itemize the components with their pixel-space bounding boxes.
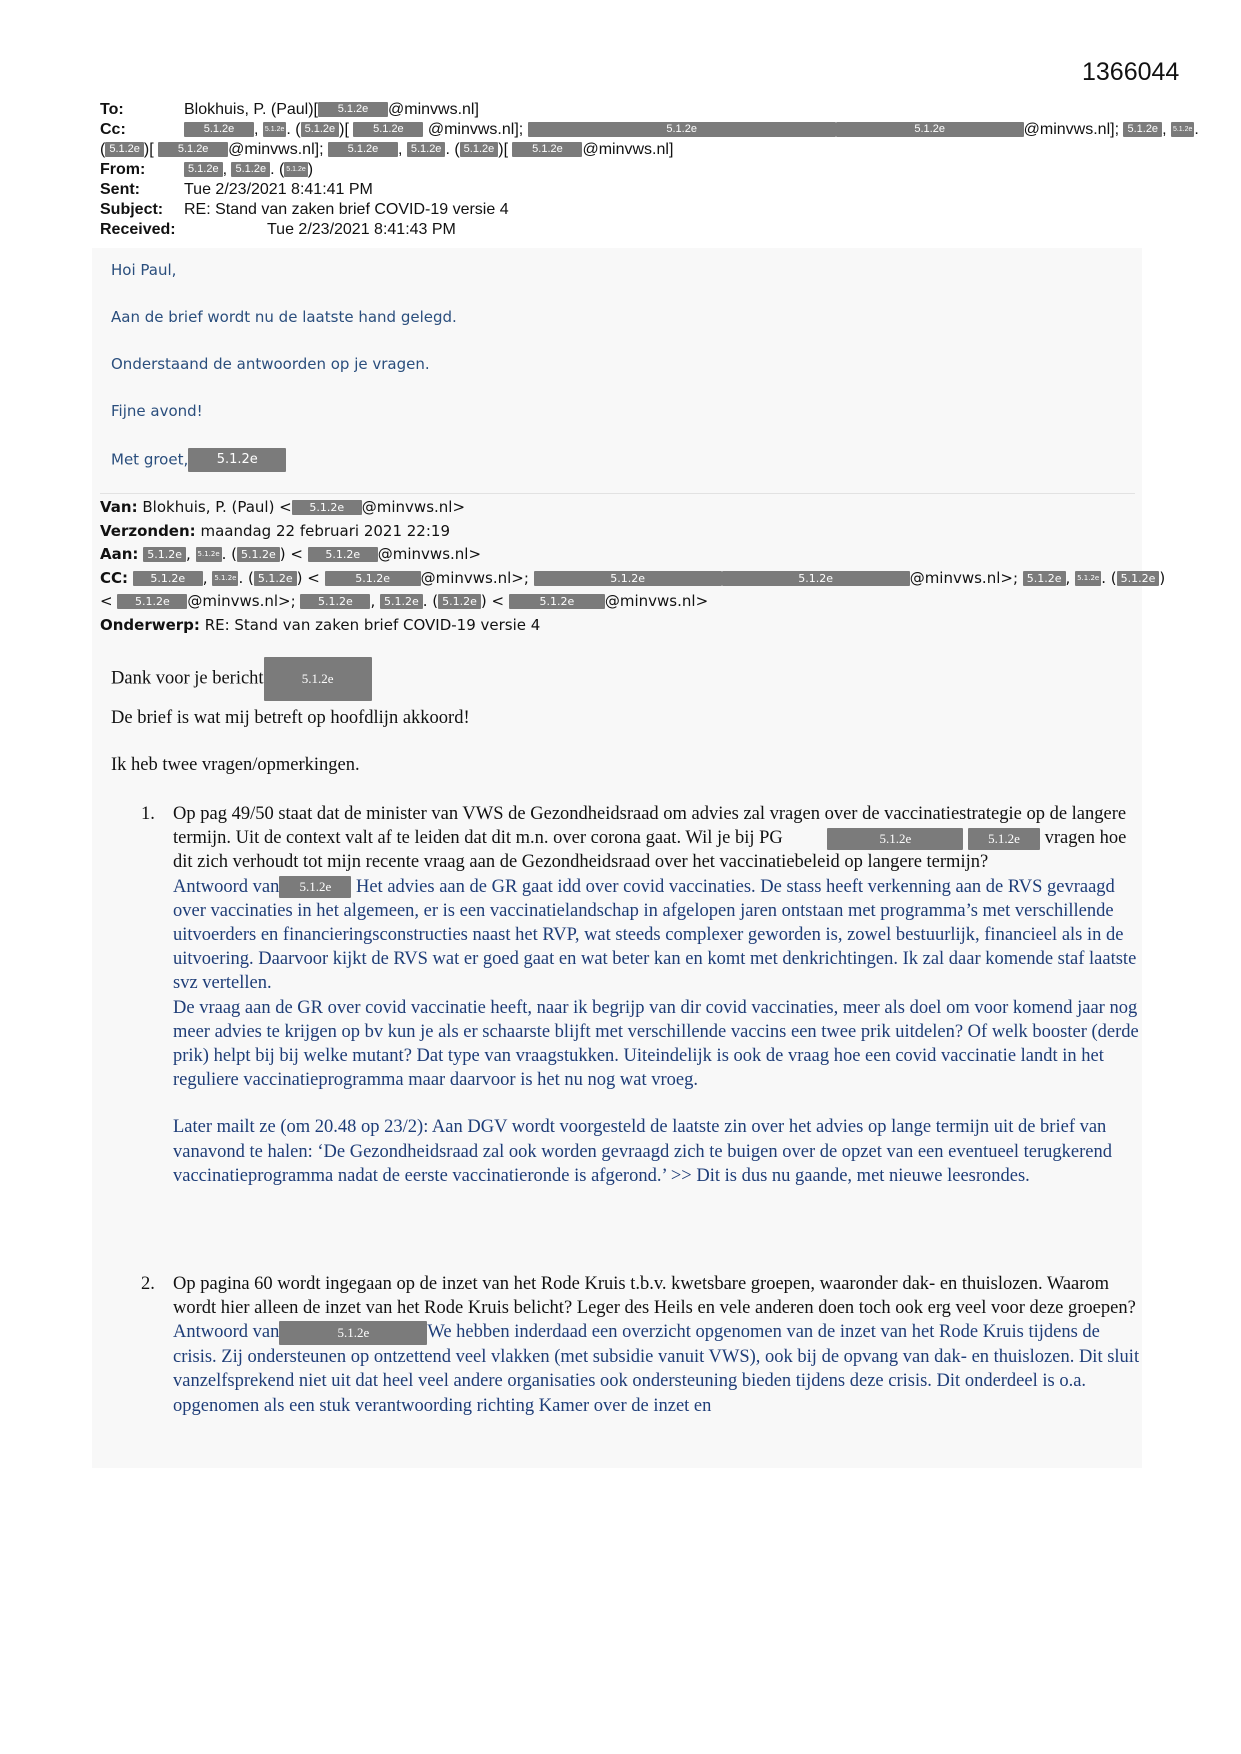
verzonden-row: Verzonden: maandag 22 februari 2021 22:19 xyxy=(100,521,450,540)
redaction: 5.1.2e xyxy=(1123,122,1162,137)
onderwerp-row: Onderwerp: RE: Stand van zaken brief COVID-19 versie 4 xyxy=(100,615,541,634)
greeting-line: Fijne avond! xyxy=(111,402,203,420)
answer-text: Later mailt ze (om 20.48 op 23/2): Aan DGV wordt voorgesteld de laatste zin over het advies op lange termijn uit de brief van vanavond te halen: ‘De Gezondheidsraad zal ook worden gevraagd zich te buigen over de opzet van een eventueel terugkerend vaccinatieprogramma nadat de eerste vaccinatieronde is afgerond.’ >> Dit is dus nu gaande, met nieuwe leesrondes. xyxy=(173,1117,1112,1186)
redaction: 5.1.2e xyxy=(528,122,836,137)
received-label: Received: xyxy=(100,221,176,238)
redaction: 5.1.2e xyxy=(1117,571,1160,586)
from-label: From: xyxy=(100,161,146,178)
redaction: 5.1.2e xyxy=(284,162,307,177)
redaction: 5.1.2e xyxy=(509,594,605,609)
redaction: 5.1.2e xyxy=(184,162,223,177)
redaction: 5.1.2e xyxy=(184,122,254,137)
forwarded-header xyxy=(100,496,1166,637)
redaction: 5.1.2e xyxy=(308,547,378,562)
van-row: Van: Blokhuis, P. (Paul) < 5.1.2e @minvws.nl> xyxy=(100,498,466,516)
to-name: Blokhuis, P. (Paul)[ xyxy=(184,101,318,118)
list-number: 1. xyxy=(141,804,155,824)
redaction: 5.1.2e xyxy=(300,594,370,609)
redaction: 5.1.2e xyxy=(407,142,446,157)
redaction: 5.1.2e xyxy=(836,122,1024,137)
greeting-line: Aan de brief wordt nu de laatste hand gelegd. xyxy=(111,308,457,326)
aan-row: Aan: 5.1.2e , 5.1.2e . ( 5.1.2e ) < 5.1.2e @minvws.nl> xyxy=(100,545,482,563)
cc-row: Cc: 5.1.2e , 5.1.2e . ( 5.1.2e )[ 5.1.2e @minvws.nl]; 5.1.2e 5.1.2e @minvws.nl]; 5.1.2e , 5.1.2e . xyxy=(100,121,1199,138)
redaction: 5.1.2e xyxy=(263,122,286,137)
redaction: 5.1.2e xyxy=(264,657,372,701)
subject-row xyxy=(100,200,1140,220)
redaction: 5.1.2e xyxy=(438,594,481,609)
redaction: 5.1.2e xyxy=(196,547,222,562)
list-number: 2. xyxy=(141,1274,155,1294)
redaction: 5.1.2e xyxy=(325,571,421,586)
signoff: Met groet, 5.1.2e xyxy=(111,448,457,472)
cc-row-continued: < 5.1.2e @minvws.nl>; 5.1.2e , 5.1.2e . ( 5.1.2e ) < 5.1.2e @minvws.nl> xyxy=(100,592,709,610)
redaction: 5.1.2e xyxy=(117,594,187,609)
redaction: 5.1.2e xyxy=(1023,571,1066,586)
redaction: 5.1.2e xyxy=(1075,571,1101,586)
body-paragraph: De brief is wat mij betreft op hoofdlijn akkoord! xyxy=(111,708,470,728)
body-paragraph: Dank voor je bericht 5.1.2e xyxy=(111,657,372,701)
body-paragraph: Ik heb twee vragen/opmerkingen. xyxy=(111,755,360,775)
redaction: 5.1.2e xyxy=(105,142,144,157)
redaction: 5.1.2e xyxy=(380,594,423,609)
question-text: Op pagina 60 wordt ingegaan op de inzet van het Rode Kruis t.b.v. kwetsbare groepen, waaronder dak- en thuislozen. Waarom wordt hier alleen de inzet van het Rode Kruis belicht? Leger des Heils en vele anderen doen toch ook erg veel voor deze groepen? xyxy=(173,1274,1136,1319)
redaction: 5.1.2e xyxy=(143,547,186,562)
subject-label: Subject: xyxy=(100,201,164,218)
redaction: 5.1.2e xyxy=(353,122,423,137)
from-row: From: 5.1.2e , 5.1.2e . ( 5.1.2e ) xyxy=(100,161,314,178)
received-row xyxy=(100,220,1140,240)
redaction: 5.1.2e xyxy=(188,448,286,472)
redaction: 5.1.2e xyxy=(460,142,499,157)
redaction: 5.1.2e xyxy=(827,828,963,850)
redaction: 5.1.2e xyxy=(328,142,398,157)
redaction: 5.1.2e xyxy=(231,162,270,177)
cc-row-continued: ( 5.1.2e )[ 5.1.2e @minvws.nl]; 5.1.2e , 5.1.2e . ( 5.1.2e )[ 5.1.2e @minvws.nl] xyxy=(100,141,674,158)
redaction: 5.1.2e xyxy=(318,102,388,117)
sent-row xyxy=(100,180,1140,200)
redaction: 5.1.2e xyxy=(158,142,228,157)
redaction: 5.1.2e xyxy=(133,571,203,586)
redaction: 5.1.2e xyxy=(512,142,582,157)
answer-text: Antwoord van 5.1.2e Het advies aan de GR gaat idd over covid vaccinaties. De stass heeft verkenning aan de RVS gevraagd over vaccinaties in het algemeen, er is een vaccinatielandschap in afgelopen jaren ontstaan met programma’s met verschillende uitvoerders en financieringsconstructies naast het RVP, wat steeds complexer geworden is, zowel bestuurlijk, financieel als in de uitvoering. Daarvoor kijkt de RVS wat er goed gaat en wat beter kan en komt met denkrichtingen. Ik zal daar komende staf laatste svz vertellen. xyxy=(173,876,1137,994)
answer-text: Antwoord van 5.1.2e We hebben inderdaad een overzicht opgenomen van de inzet van het Rode Kruis tijdens de crisis. Zij ondersteunen op ontzettend veel vlakken (met subsidie vanuit VWS), ook bij de opvang van dak- en thuislozen. Dit sluit vanzelfsprekend niet uit dat heel veel andere organisaties ook ondersteuning bieden tijdens deze crisis. Dit onderdeel is o.a. opgenomen als een stuk verantwoording richting Kamer over de inzet en xyxy=(173,1322,1140,1416)
subject-value: RE: Stand van zaken brief COVID-19 versie 4 xyxy=(184,201,509,218)
question-text: vragen hoe dit zich verhoudt tot mijn recente vraag aan de Gezondheidsraad over het vaccinatiebeleid op langere termijn? xyxy=(173,828,1127,873)
redaction: 5.1.2e xyxy=(212,571,238,586)
cc-row: CC: 5.1.2e , 5.1.2e . ( 5.1.2e ) < 5.1.2e @minvws.nl>; 5.1.2e 5.1.2e @minvws.nl>; 5.1.2e , 5.1.2e . ( 5.1.2e ) xyxy=(100,568,1166,587)
reply-greeting xyxy=(111,260,457,498)
redaction: 5.1.2e xyxy=(292,500,362,515)
redaction: 5.1.2e xyxy=(534,571,722,586)
redaction: 5.1.2e xyxy=(237,547,280,562)
redaction: 5.1.2e xyxy=(722,571,910,586)
to-label: To: xyxy=(100,101,124,118)
redaction: 5.1.2e xyxy=(1171,122,1194,137)
question-text: Op pag 49/50 staat dat de minister van VWS de Gezondheidsraad om advies zal vragen over de vaccinatiestrategie op de langere termijn. Uit de context valt af te leiden dat dit m.n. over corona gaat. Wil je bij PG xyxy=(173,804,1127,849)
to-row xyxy=(100,100,1140,120)
redaction: 5.1.2e xyxy=(279,876,351,898)
greeting-line: Onderstaand de antwoorden op je vragen. xyxy=(111,355,430,373)
received-value: Tue 2/23/2021 8:41:43 PM xyxy=(267,221,456,238)
sent-value: Tue 2/23/2021 8:41:41 PM xyxy=(184,181,373,198)
greeting-line: Hoi Paul, xyxy=(111,261,177,279)
redaction: 5.1.2e xyxy=(279,1321,427,1345)
email-header xyxy=(100,100,1199,240)
redaction: 5.1.2e xyxy=(968,828,1040,850)
to-domain: @minvws.nl] xyxy=(388,101,479,118)
sent-label: Sent: xyxy=(100,181,140,198)
cc-label: Cc: xyxy=(100,121,126,138)
document-number: 1366044 xyxy=(1082,58,1180,86)
divider xyxy=(100,493,1135,494)
redaction: 5.1.2e xyxy=(254,571,297,586)
answer-text: De vraag aan de GR over covid vaccinatie heeft, naar ik begrijp van dir covid vaccinaties, meer als doel om voor komend jaar nog meer advies te krijgen op bv kun je als er schaarste blijft met verschillende vaccins een twee prik uitdelen? Of welk booster (derde prik) helpt bij bij welke mutant? Dat type van vraagstukken. Uiteindelijk is ook de vraag hoe een covid vaccinatie landt in het reguliere vaccinatieprogramma maar daarvoor is het nu nog wat vroeg. xyxy=(173,997,1139,1091)
redaction: 5.1.2e xyxy=(301,122,340,137)
